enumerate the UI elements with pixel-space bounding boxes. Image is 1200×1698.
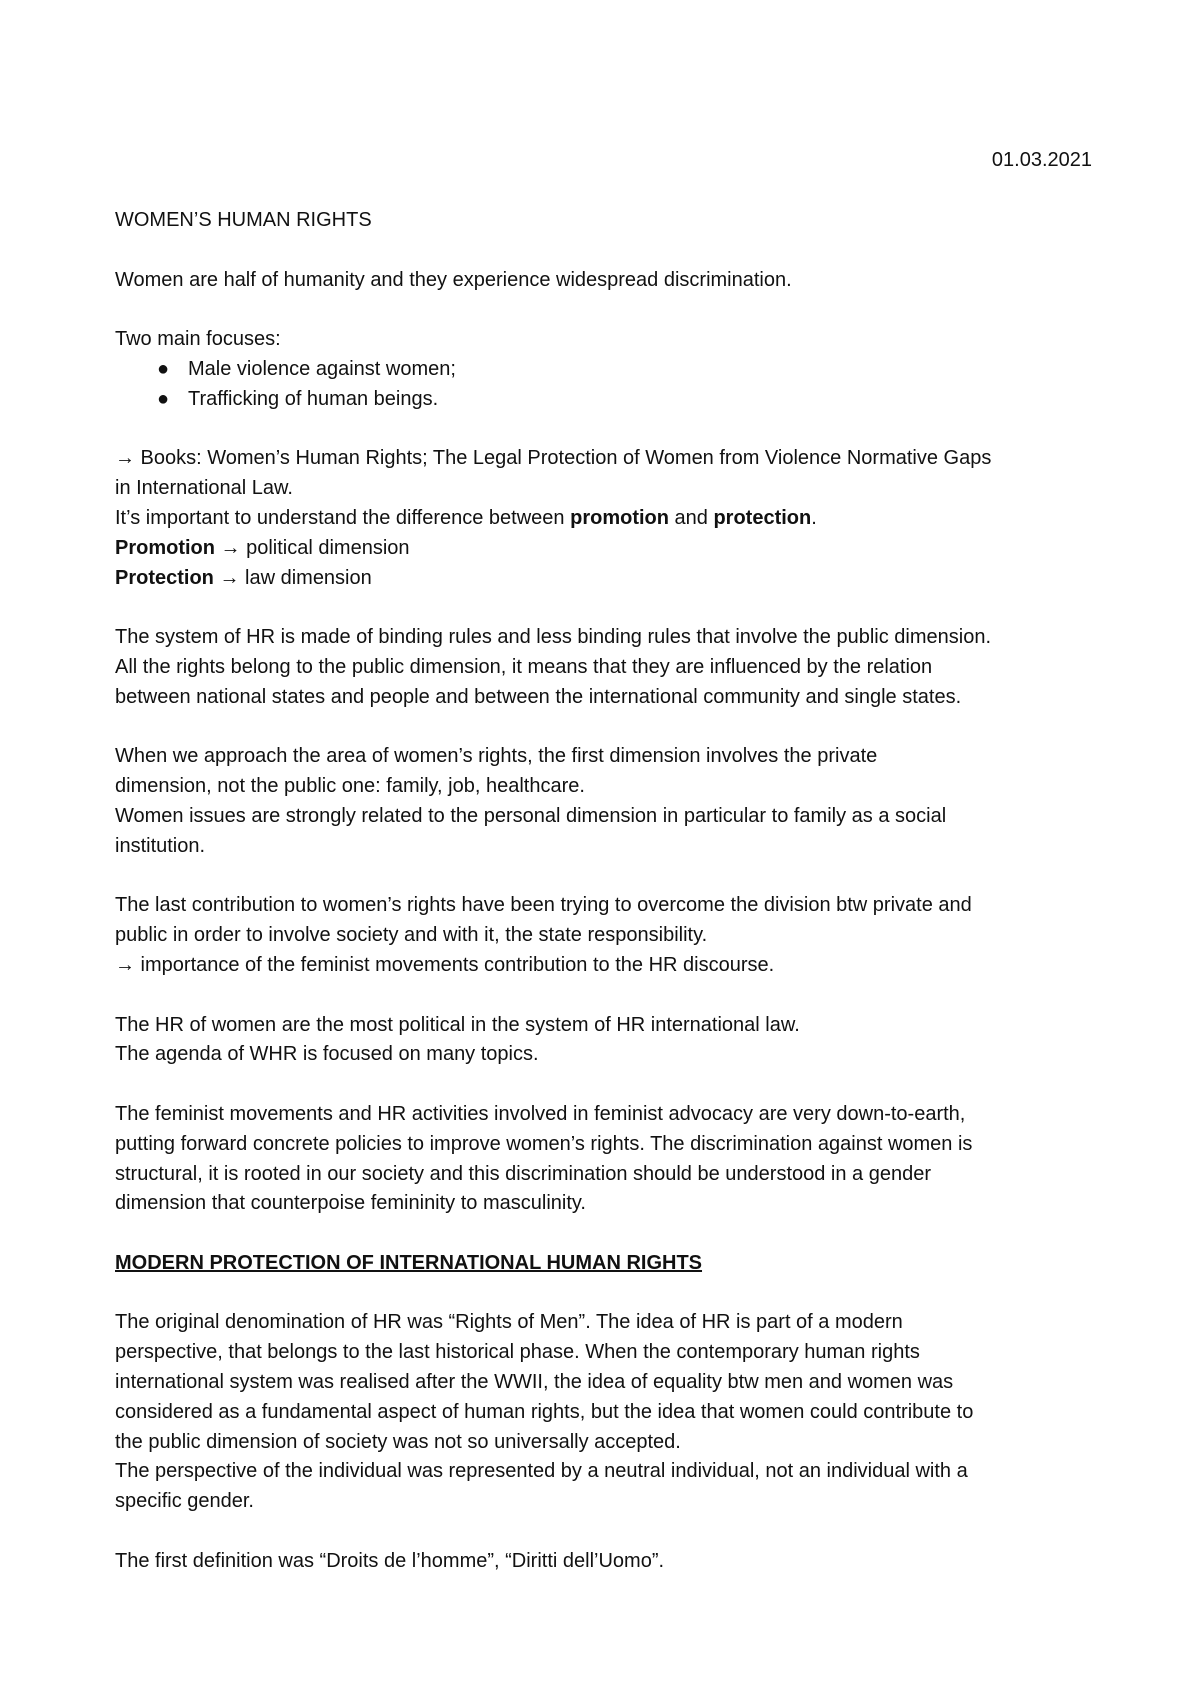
paragraph-feminist-movements: The feminist movements and HR activities involved in feminist advocacy are very down-to-earth, putting forward concrete policies to improve women’s rights. The discrimination against women is structural, it is rooted in our society and this discrimination should be understood in a gender dimension that counterpoise femininity to masculinity.	[115, 1102, 973, 1215]
focuses-list	[115, 355, 1100, 415]
protection-label: Protection	[115, 566, 214, 589]
protection-keyword: protection	[713, 506, 812, 529]
paragraph-private-dimension: When we approach the area of women’s rights, the first dimension involves the private dimension, not the public one: family, job, healthcare. Women issues are strongly related to the personal dimension in particular to family as a social institution.	[115, 745, 947, 857]
document-title: WOMEN’S HUMAN RIGHTS	[115, 209, 372, 231]
books-line: in International Law.	[115, 477, 293, 500]
bullet-icon: ●	[157, 387, 170, 410]
promotion-label: Promotion	[115, 536, 215, 559]
promotion-keyword: promotion	[570, 506, 669, 529]
section-heading: MODERN PROTECTION OF INTERNATIONAL HUMAN RIGHTS	[115, 1251, 703, 1274]
promotion-definition: Promotion → political dimension	[115, 536, 410, 559]
paragraph-original-denomination: The original denomination of HR was “Rights of Men”. The idea of HR is part of a modern perspective, that belongs to the last historical phase. When the contemporary human rights international system was realised after the WWII, the idea of equality btw men and women was considered as a fundamental aspect of human rights, but the idea that women could contribute to the public dimension of society was not so universally accepted. The perspective of the individual was represented by a neutral individual, not an individual with a specific gender.	[115, 1311, 974, 1513]
focuses-heading: Two main focuses:	[115, 328, 281, 351]
paragraph-political: The HR of women are the most political in the system of HR international law. The agenda of WHR is focused on many topics.	[115, 1013, 800, 1066]
paragraph-contribution: The last contribution to women’s rights have been trying to overcome the division btw private and public in order to involve society and with it, the state responsibility. → importance of the feminist movements contribution to the HR discourse.	[115, 894, 972, 976]
document-date: 01.03.2021	[991, 149, 1092, 171]
list-item-text: Trafficking of human beings.	[188, 387, 439, 410]
promotion-protection-sentence: It’s important to understand the difference between promotion and protection.	[115, 506, 817, 529]
paragraph-hr-system: The system of HR is made of binding rules and less binding rules that involve the public dimension. All the rights belong to the public dimension, it means that they are influenced by the relation between national states and people and between the international community and single states.	[115, 626, 992, 708]
bullet-icon: ●	[157, 357, 170, 380]
intro-paragraph: Women are half of humanity and they experience widespread discrimination.	[115, 268, 792, 291]
books-line: → Books: Women’s Human Rights; The Legal Protection of Women from Violence Normative Gaps	[115, 447, 992, 470]
list-item-text: Male violence against women;	[188, 357, 456, 380]
list-item	[115, 385, 1100, 415]
document-body	[115, 206, 1100, 1577]
protection-definition: Protection → law dimension	[115, 566, 372, 589]
list-item	[115, 355, 1100, 385]
paragraph-first-definition: The first definition was “Droits de l’homme”, “Diritti dell’Uomo”.	[115, 1549, 665, 1572]
